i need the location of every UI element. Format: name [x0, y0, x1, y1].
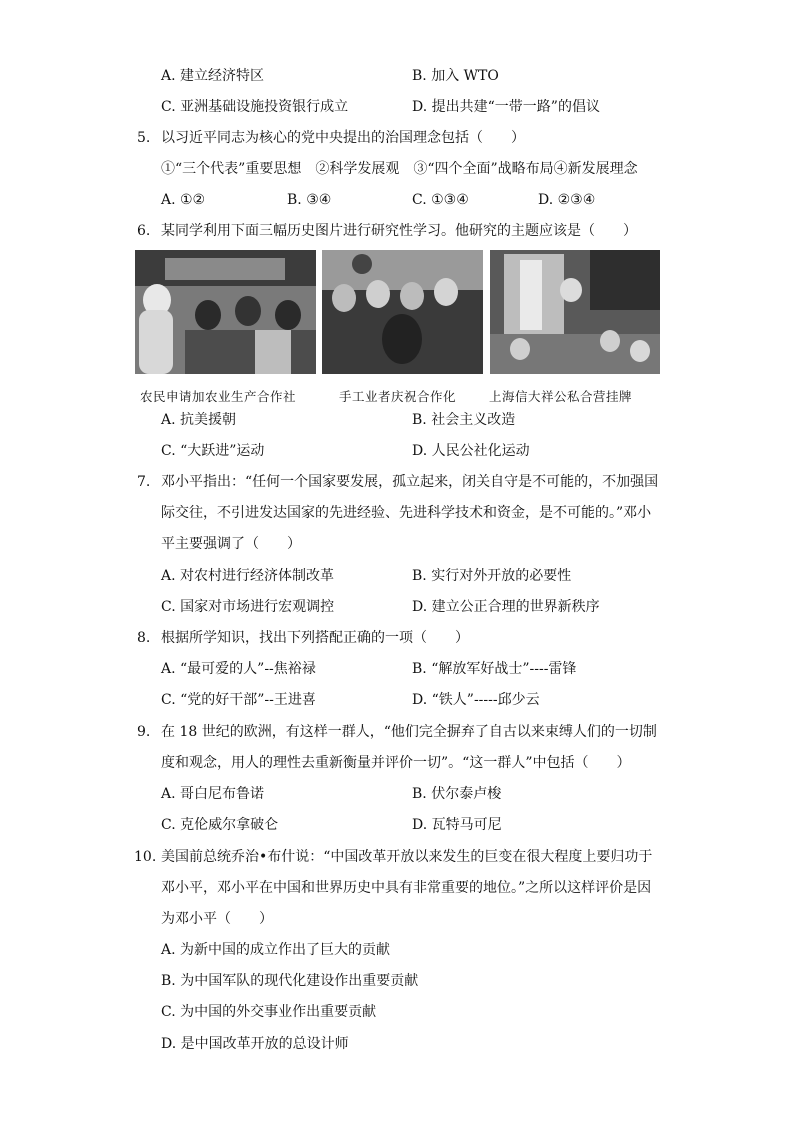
q7-option-d: D. 建立公正合理的世界新秩序 [412, 599, 600, 615]
q10-stem-line1: 美国前总统乔治•布什说：“中国改革开放以来发生的巨变在很大程度上要归功于 [161, 849, 653, 865]
photo-farmers-cooperative [135, 250, 316, 374]
q5-option-a: A. ①② [161, 192, 206, 208]
q8-number: 8. [137, 630, 151, 646]
q7-option-a: A. 对农村进行经济体制改革 [161, 568, 335, 584]
q10-option-a: A. 为新中国的成立作出了巨大的贡献 [161, 942, 391, 958]
q4-option-d: D. 提出共建“一带一路”的倡议 [412, 99, 600, 115]
q5-number: 5. [137, 130, 151, 146]
q6-option-a: A. 抗美援朝 [161, 412, 237, 428]
q9-option-c: C. 克伦威尔拿破仑 [161, 817, 279, 833]
q10-stem-line3: 为邓小平（ ） [161, 911, 273, 927]
photo-caption-3: 上海信大祥公私合营挂牌 [489, 389, 633, 404]
q6-option-b: B. 社会主义改造 [412, 412, 516, 428]
q8-option-d: D. “铁人”-----邱少云 [412, 692, 540, 708]
q7-option-c: C. 国家对市场进行宏观调控 [161, 599, 335, 615]
q9-stem-line1: 在 18 世纪的欧洲，有这样一群人，“他们完全摒弃了自古以来束缚人们的一切制 [161, 724, 657, 740]
q8-option-c: C. “党的好干部”--王进喜 [161, 692, 316, 708]
q10-option-d: D. 是中国改革开放的总设计师 [161, 1036, 349, 1052]
q10-stem-line2: 邓小平，邓小平在中国和世界历史中具有非常重要的地位。”之所以这样评价是因 [161, 880, 652, 896]
q7-stem-line1: 邓小平指出：“任何一个国家要发展，孤立起来，闭关自守是不可能的，不加强国 [161, 474, 659, 490]
q7-stem-line3: 平主要强调了（ ） [161, 536, 301, 552]
q10-number: 10. [134, 849, 157, 865]
q5-option-c: C. ①③④ [412, 192, 469, 208]
q8-stem: 根据所学知识，找出下列搭配正确的一项（ ） [161, 630, 469, 646]
q6-option-d: D. 人民公社化运动 [412, 443, 530, 459]
q5-option-b: B. ③④ [287, 192, 332, 208]
q10-option-c: C. 为中国的外交事业作出重要贡献 [161, 1004, 377, 1020]
photo-handicraft-cooperative [322, 250, 483, 374]
q7-option-b: B. 实行对外开放的必要性 [412, 568, 572, 584]
q5-items: ①“三个代表”重要思想 ②科学发展观 ③“四个全面”战略布局④新发展理念 [161, 161, 638, 177]
q4-option-a: A. 建立经济特区 [161, 68, 265, 84]
photo-caption-2: 手工业者庆祝合作化 [339, 389, 457, 404]
q10-option-b: B. 为中国军队的现代化建设作出重要贡献 [161, 973, 419, 989]
photo-public-private-partnership [490, 250, 660, 374]
q9-stem-line2: 度和观念，用人的理性去重新衡量并评价一切”。“这一群人”中包括（ ） [161, 755, 631, 771]
q9-option-d: D. 瓦特马可尼 [412, 817, 502, 833]
q4-option-b: B. 加入 WTO [412, 68, 499, 84]
q8-option-a: A. “最可爱的人”--焦裕禄 [161, 661, 316, 677]
q5-option-d: D. ②③④ [538, 192, 596, 208]
q9-number: 9. [137, 724, 151, 740]
photo-caption-1: 农民申请加农业生产合作社 [140, 389, 297, 404]
q7-stem-line2: 际交往，不引进发达国家的先进经验、先进科学技术和资金，是不可能的。”邓小 [161, 505, 652, 521]
q7-number: 7. [137, 474, 151, 490]
q5-stem: 以习近平同志为核心的党中央提出的治国理念包括（ ） [161, 130, 525, 146]
q6-option-c: C. “大跃进”运动 [161, 443, 265, 459]
q8-option-b: B. “解放军好战士”----雷锋 [412, 661, 577, 677]
q9-option-b: B. 伏尔泰卢梭 [412, 786, 502, 802]
q6-number: 6. [137, 223, 151, 239]
q4-option-c: C. 亚洲基础设施投资银行成立 [161, 99, 349, 115]
q9-option-a: A. 哥白尼布鲁诺 [161, 786, 265, 802]
q6-stem: 某同学利用下面三幅历史图片进行研究性学习。他研究的主题应该是（ ） [161, 223, 637, 239]
